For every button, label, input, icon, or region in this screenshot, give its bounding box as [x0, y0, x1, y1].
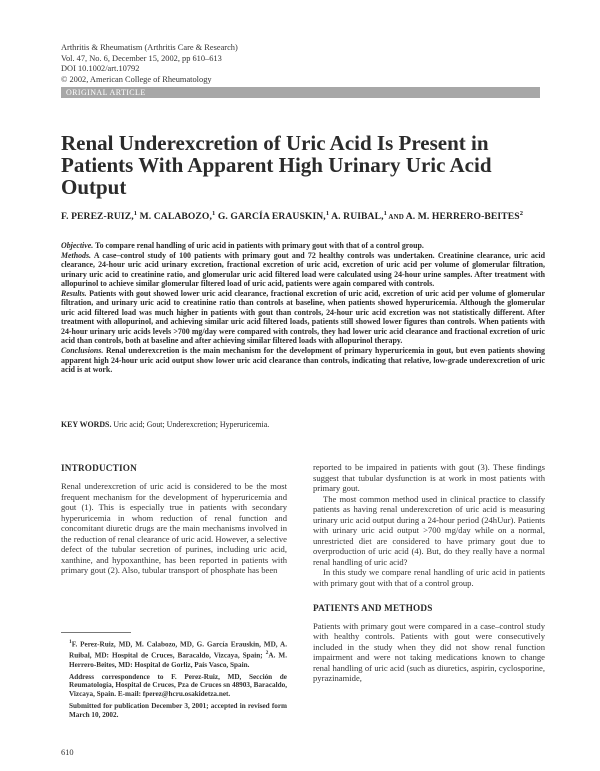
author-name: A. M. HERRERO-BEITES	[405, 211, 520, 223]
author-list	[61, 210, 551, 222]
abstract-objective	[61, 241, 545, 251]
article-title: Renal Underexcretion of Uric Acid Is Present in Patients With Apparent High Urinary Uric Acid Output	[61, 131, 492, 199]
abstract	[61, 241, 545, 375]
abstract-results-label: Results.	[61, 288, 87, 298]
author-name: F. PEREZ-RUIZ,	[61, 211, 134, 223]
affiliation-marker: 1	[69, 639, 72, 645]
abstract-results-text: Patients with gout showed lower uric acid clearance, fractional excretion of uric acid, excretion of uric acid per volume of glomerular filtration, and urinary uric acid to creatinine ratio than controls at baseline, when patients showed hyperuricemia. Although the glomerular uric acid filtered load was much higher in patients with gout than controls, 24-hour uric acid excretion was not statistically different. After treatment with allopurinol, and achieving similar uric acid filtered loads, patients still showed lower figures than controls. When patients with 24-hour urinary uric acids levels >700 mg/day were compared with controls, they had lower uric acid clearance and fractional excretion of uric acid than controls, both at baseline and after achieving similar filtered loads with allopurinol therapy.	[61, 288, 545, 346]
introduction-paragraph: Renal underexcretion of uric acid is considered to be the most frequent mechanism for the development of hyperuricemia and gout (1). This is especially true in patients with secondary hyperuricemia in whom reduction of renal function and concomitant diuretic drugs are the main mechanisms involved in the reduction of renal clearance of uric acid. However, a selective defect of the tubular secretion of purines, including uric acid, xanthine, and hypoxanthine, has been reported in patients with primary gout (2). Also, tubular transport of phosphate has been	[61, 481, 287, 576]
author-name: M. CALABOZO,	[137, 211, 212, 223]
affiliation-marker: 1	[133, 210, 138, 217]
abstract-conclusions-label: Conclusions.	[61, 346, 104, 356]
body-paragraph: In this study we compare renal handling of uric acid in patients with primary gout with that of a control group.	[313, 567, 545, 589]
journal-citation: Arthritis & Rheumatism (Arthritis Care & Research)	[61, 43, 238, 52]
affiliation-text: F. Perez-Ruiz, MD, M. Calabozo, MD, G. García Erauskin, MD, A. Ruibal, MD: Hospital de Cruces, Baracaldo, Vizcaya, Spain;	[69, 640, 287, 660]
journal-info	[61, 43, 238, 85]
abstract-objective-label: Objective.	[61, 241, 94, 250]
abstract-results	[61, 289, 545, 346]
author-conjunction: AND	[386, 213, 406, 222]
affiliation-marker: 2	[265, 650, 269, 657]
abstract-methods-text: A case–control study of 100 patients with primary gout and 72 healthy controls was undertaken. Creatinine clearance, uric acid clearance, 24-hour uric acid urinary excretion, fractional excretion of uric acid, excretion of uric acid per volume of glomerular filtration, urinary uric acid to creatinine ratio, and glomerular uric acid filtered load were calculated using 24-hour urine samples. After treatment with allopurinol to achieve similar glomerular filtered load of uric acid, patients were again compared with controls.	[61, 250, 545, 289]
affiliation-marker: 1	[211, 210, 216, 217]
body-paragraph: The most common method used in clinical practice to classify patients as having renal underexcretion of uric acid is measuring urinary uric acid output during a 24-hour period (24hUur). Patients with urinary uric acid output >700 mg/day while on a normal, unrestricted diet are considered to have primary gout due to overproduction of uric acid (4). But, do they really have a normal renal handling of uric acid?	[313, 493, 545, 567]
footnote-divider	[61, 632, 131, 633]
affiliations-footnote	[69, 638, 287, 670]
affiliation-marker: 1	[325, 210, 330, 217]
abstract-methods-label: Methods.	[61, 250, 92, 260]
abstract-conclusions-text: Renal underexcretion is the main mechanism for the development of primary hyperuricemia in gout, but even patients showing apparent high 24-hour uric acid output show lower uric acid clearance than controls, indicating that relative, low-grade underexcretion of uric acid is at work.	[61, 346, 545, 375]
section-label: ORIGINAL ARTICLE	[61, 87, 540, 98]
page-number: 610	[61, 748, 74, 757]
introduction-heading: INTRODUCTION	[61, 463, 137, 473]
patients-methods-heading: PATIENTS AND METHODS	[313, 602, 433, 613]
keywords-label: KEY WORDS.	[61, 420, 112, 429]
left-column	[61, 463, 287, 576]
affiliation-text: A. M. Herrero-Beites, MD: Hospital de Gorliz, País Vasco, Spain.	[69, 651, 287, 669]
abstract-conclusions	[61, 346, 545, 375]
journal-doi: DOI 10.1002/art.10792	[61, 64, 140, 74]
abstract-methods	[61, 251, 545, 289]
journal-copyright: © 2002, American College of Rheumatology	[61, 74, 212, 84]
right-column	[313, 462, 545, 684]
correspondence-footnote: Address correspondence to F. Perez-Ruiz, MD, Sección de Reumatología, Hospital de Cruces, Pza de Cruces sn 48903, Baracaldo, Vizcaya, Spain. E-mail: fperez@hcru.osakidetza.net.	[69, 672, 287, 699]
journal-volume: Vol. 47, No. 6, December 15, 2002, pp 610–613	[61, 53, 222, 63]
abstract-objective-text: To compare renal handling of uric acid in patients with primary gout with that of a control group.	[93, 241, 424, 250]
footnotes	[69, 638, 287, 720]
affiliation-marker: 1	[383, 210, 387, 217]
keywords	[61, 420, 545, 429]
submission-footnote: Submitted for publication December 3, 2001; accepted in revised form March 10, 2002.	[69, 702, 287, 720]
affiliation-marker: 2	[519, 210, 524, 217]
body-paragraph: reported to be impaired in patients with gout (3). These findings suggest that tubular dysfunction is at work in most patients with primary gout.	[313, 462, 545, 494]
author-name: G. GARCÍA ERAUSKIN,	[215, 211, 326, 223]
body-paragraph: Patients with primary gout were compared in a case–control study with healthy controls. Patients with gout were consecutively included in the study when they did not show renal function impairment and were not taking medications known to change renal handling of uric acid (such as diuretics, aspirin, cyclosporine, pyrazinamide,	[313, 620, 545, 684]
author-name: A. RUIBAL,	[329, 211, 384, 223]
keywords-text: Uric acid; Gout; Underexcretion; Hyperuricemia.	[111, 420, 270, 429]
